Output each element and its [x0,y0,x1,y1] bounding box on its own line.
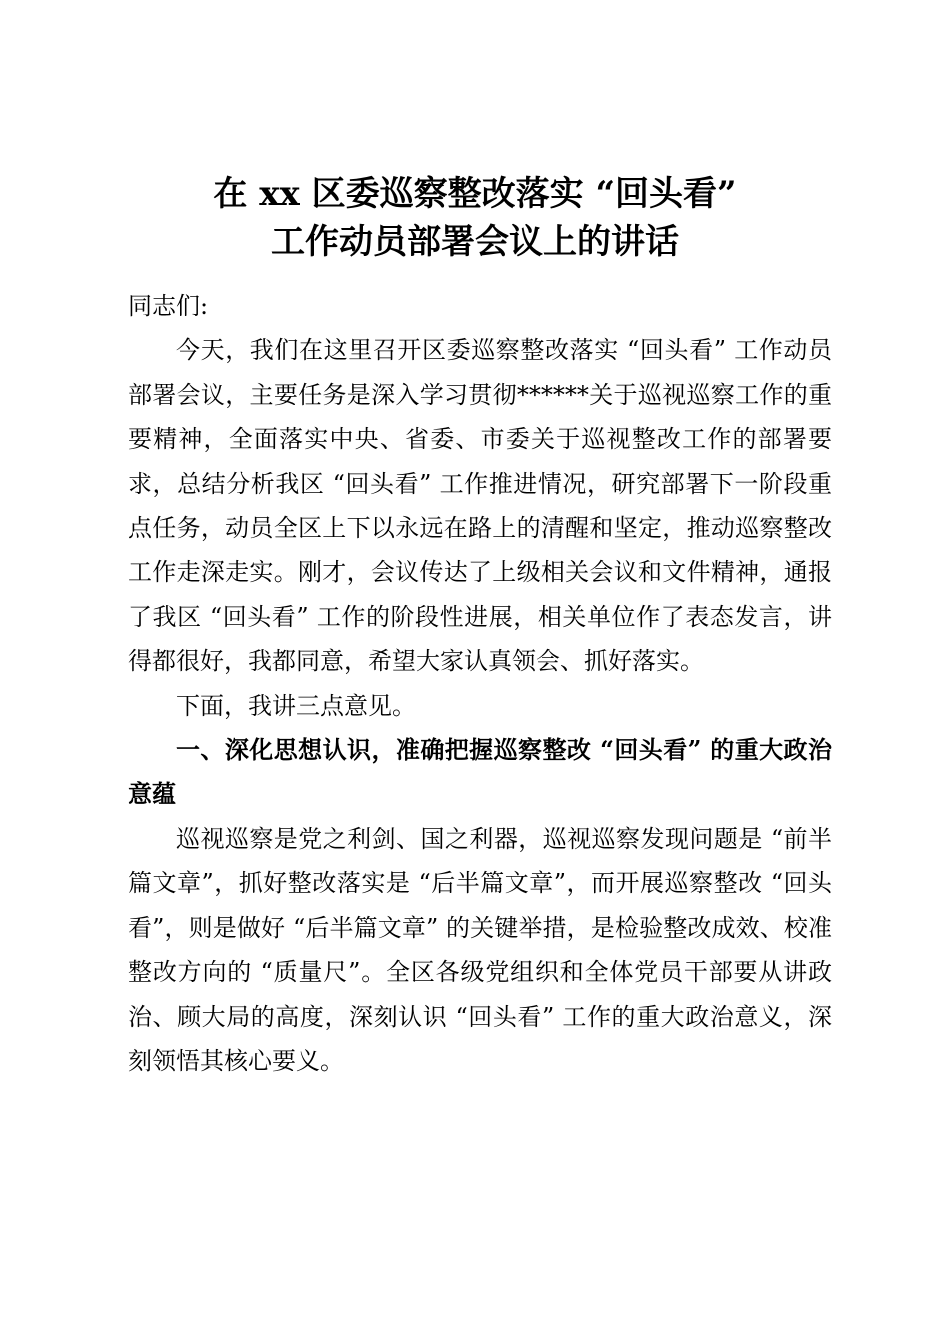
salutation: 同志们: [128,292,209,320]
document-body [128,284,832,1083]
paragraph: 巡视巡察是党之利剑、国之利器，巡视巡察发现问题是 “前半篇文章”，抓好整改落实是 “后半篇文章”，而开展巡察整改 “回头看”，则是做好 “后半篇文章” 的关键举措，是检验整改成效、校准整改方向的 “质量尺”。全区各级党组织和全体党员干部要从讲政治、顾大局的高度，深刻认识 “回头看” 工作的重大政治意义，深刻领悟其核心要义。 [128,824,832,1075]
section-heading: 一、深化思想认识，准确把握巡察整改 “回头看” 的重大政治意蕴 [128,735,832,809]
document-title-line-2: 工作动员部署会议上的讲话 [271,222,679,262]
document-title-line-1: 在 xx 区委巡察整改落实 “回头看” [213,174,737,214]
paragraph: 今天，我们在这里召开区委巡察整改落实 “回头看” 工作动员部署会议，主要任务是深入学习贯彻******关于巡视巡察工作的重要精神，全面落实中央、省委、市委关于巡视整改工作的部署要求，总结分析我区 “回头看” 工作推进情况，研究部署下一阶段重点任务，动员全区上下以永远在路上的清醒和坚定，推动巡察整改工作走深走实。刚才，会议传达了上级相关会议和文件精神，通报了我区 “回头看” 工作的阶段性进展，相关单位作了表态发言，讲得都很好，我都同意，希望大家认真领会、抓好落实。 [128,336,832,676]
paragraph: 下面，我讲三点意见。 [176,691,416,720]
